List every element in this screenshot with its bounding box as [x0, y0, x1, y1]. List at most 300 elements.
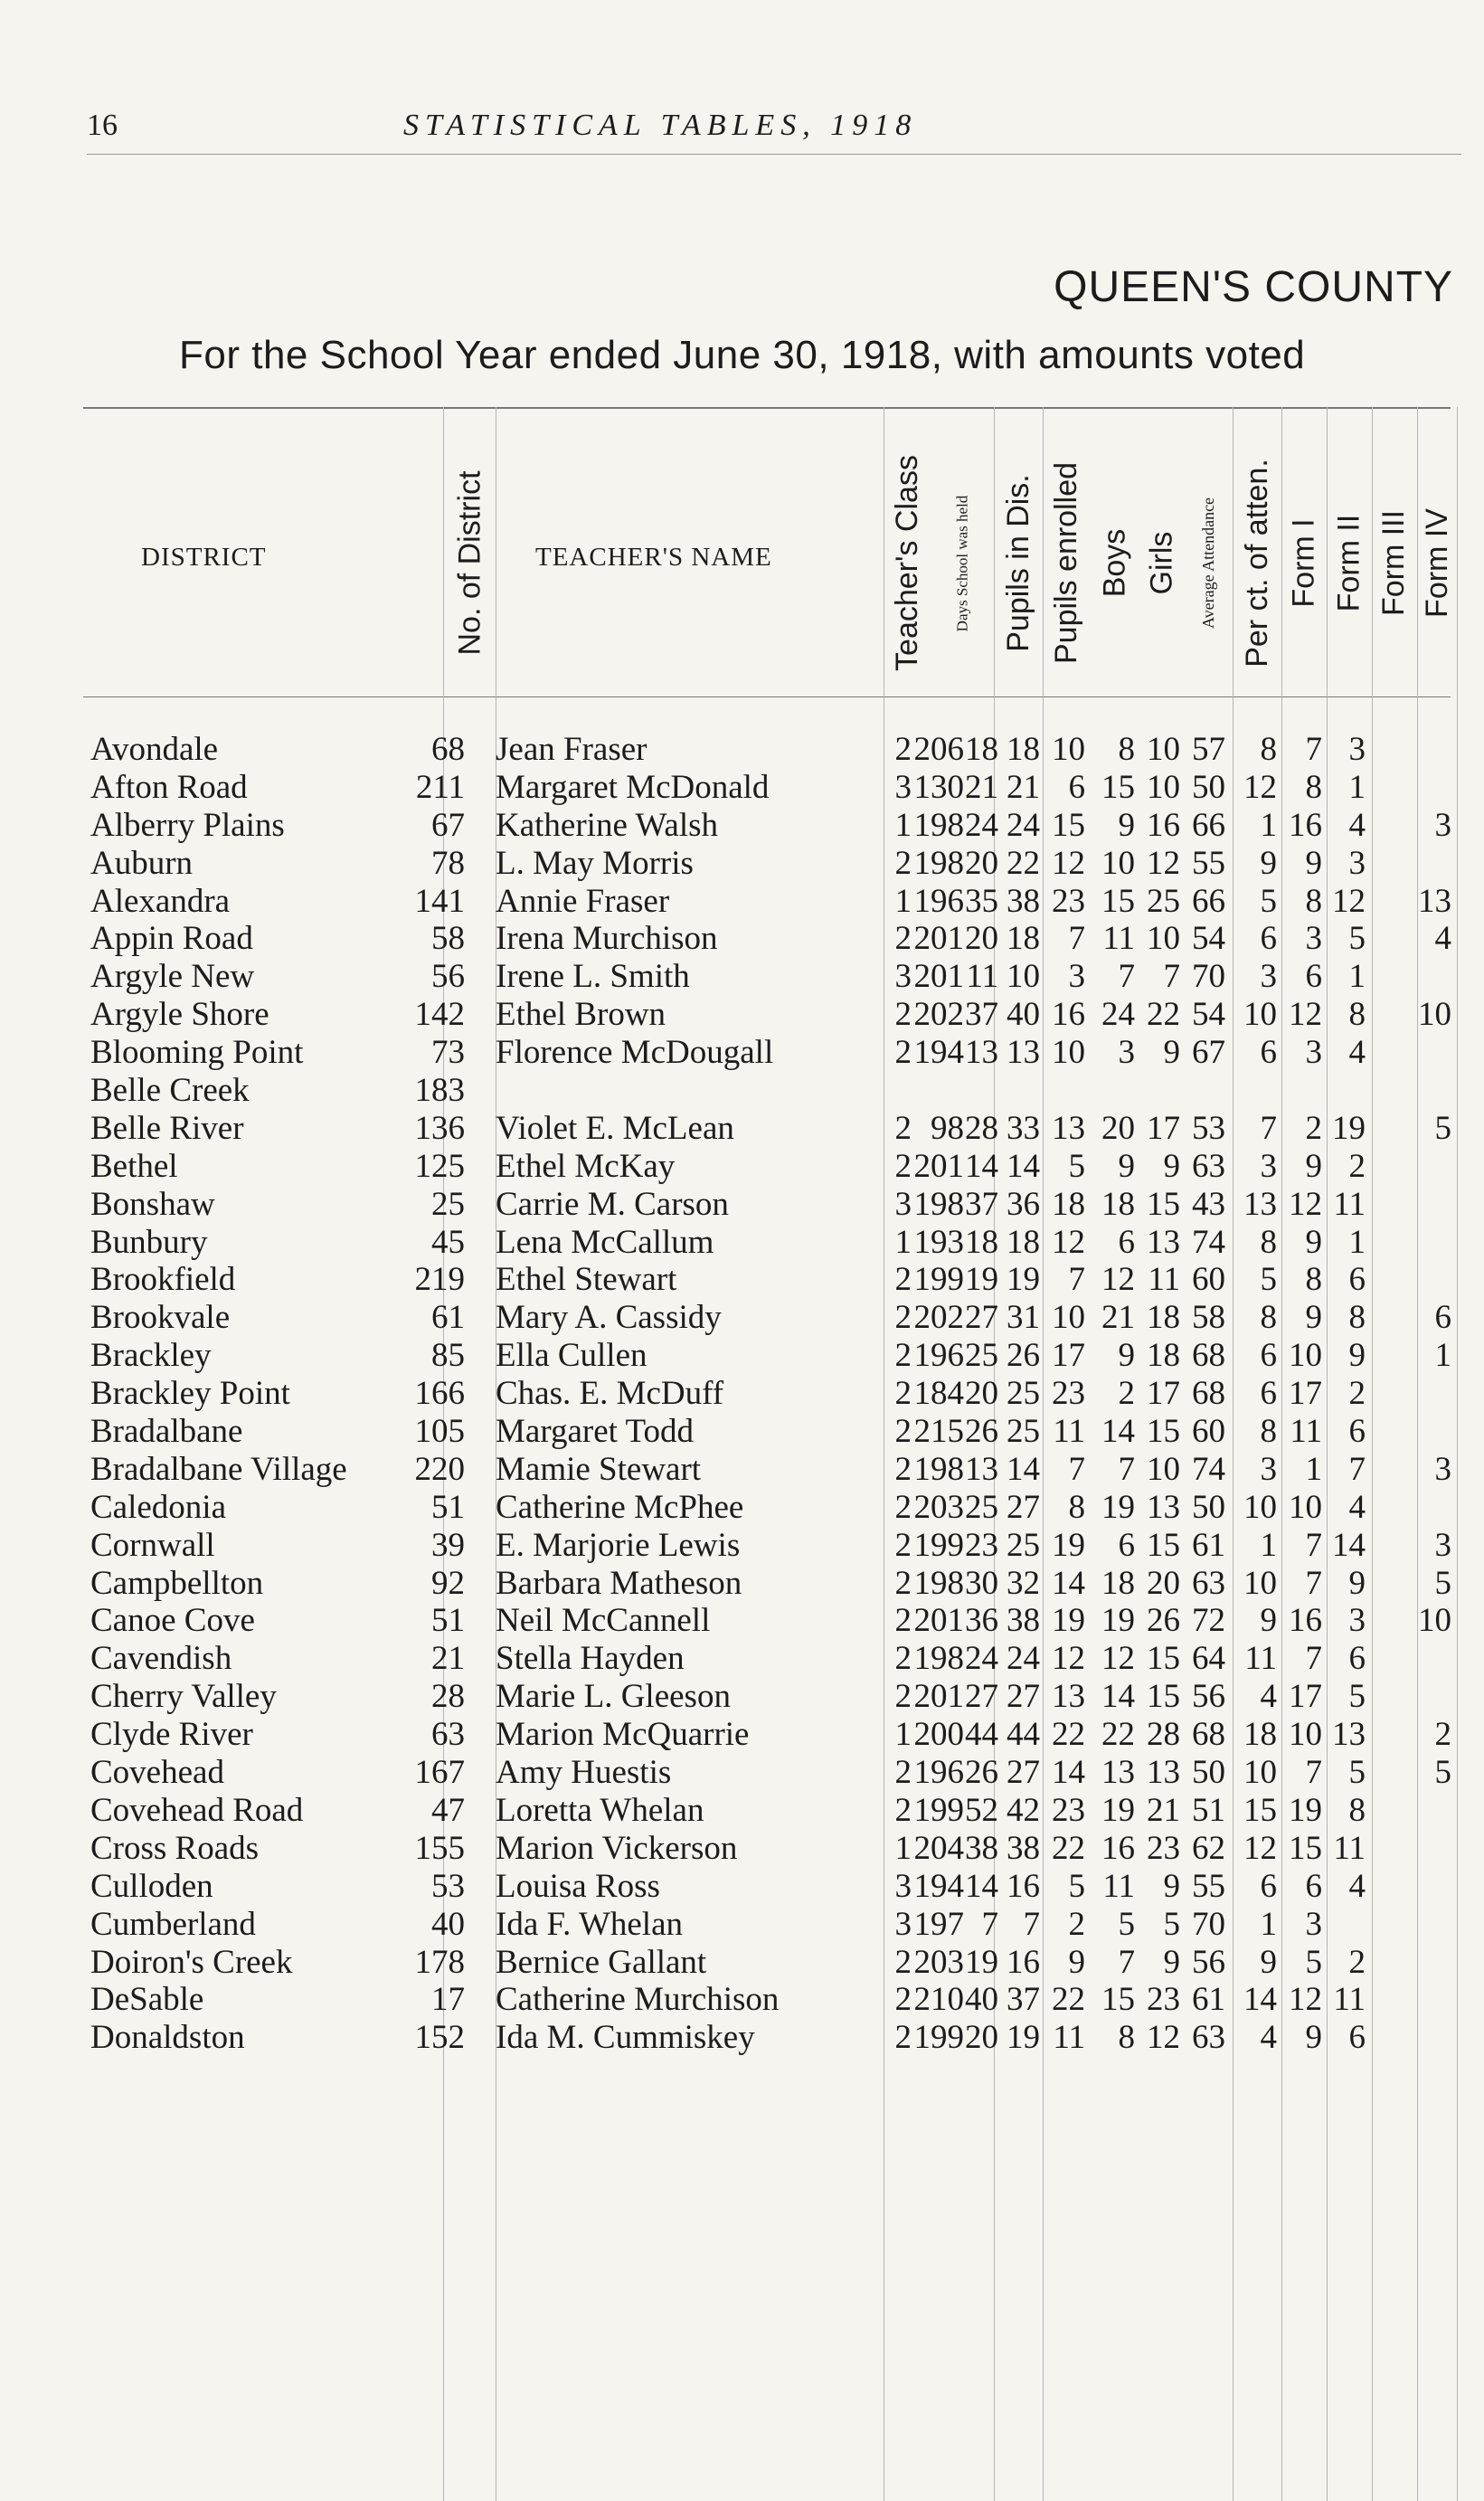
pct-cell: 66: [1192, 882, 1225, 920]
class-cell: 3: [894, 1905, 912, 1943]
f3-cell: 11: [1333, 1829, 1366, 1867]
pupils-cell: 23: [965, 1526, 998, 1564]
enrolled-cell: 33: [1007, 1109, 1040, 1147]
f3-cell: 1: [1348, 768, 1366, 806]
boys-cell: 22: [1052, 1829, 1085, 1867]
f4-cell: 6: [1434, 1299, 1451, 1337]
class-cell: 3: [894, 958, 912, 996]
days-cell: 201: [913, 958, 964, 996]
class-cell: 2: [894, 1678, 912, 1716]
f1-cell: 9: [1260, 1602, 1277, 1640]
class-cell: 2: [894, 1564, 912, 1602]
pct-cell: 60: [1192, 1261, 1225, 1299]
f2-cell: 6: [1305, 1867, 1322, 1905]
pupils-cell: 28: [965, 1109, 998, 1147]
class-cell: 2: [894, 844, 912, 882]
f1-cell: 3: [1260, 1147, 1277, 1185]
f3-cell: 5: [1348, 1678, 1366, 1716]
f4-cell: 2: [1434, 1716, 1451, 1754]
class-cell: 2: [894, 731, 912, 768]
days-cell: 201: [913, 1602, 964, 1640]
enrolled-cell: 26: [1007, 1337, 1040, 1375]
boys-cell: 18: [1052, 1185, 1085, 1223]
pupils-cell: 18: [965, 731, 998, 768]
f1-cell: 8: [1260, 731, 1277, 768]
header-girls: Girls: [1144, 531, 1179, 595]
avg-cell: 10: [1147, 1450, 1180, 1488]
f2-cell: 7: [1305, 1564, 1322, 1602]
enrolled-cell: 44: [1007, 1716, 1040, 1754]
class-cell: 2: [894, 920, 912, 958]
enrolled-cell: 32: [1007, 1564, 1040, 1602]
girls-cell: 13: [1101, 1754, 1135, 1792]
class-cell: 2: [894, 1261, 912, 1299]
district-cell: Bunbury: [90, 1223, 208, 1261]
pct-cell: 54: [1192, 996, 1225, 1034]
girls-cell: 2: [1118, 1375, 1135, 1413]
f3-cell: 8: [1348, 1791, 1366, 1829]
pupils-cell: 52: [965, 1791, 998, 1829]
class-cell: 2: [894, 1981, 912, 2019]
f1-cell: 12: [1243, 768, 1277, 806]
f3-cell: 12: [1332, 882, 1366, 920]
f3-cell: 8: [1348, 1299, 1366, 1337]
f3-cell: 4: [1348, 1034, 1366, 1072]
pct-cell: 60: [1192, 1413, 1225, 1451]
f3-cell: 2: [1348, 1147, 1366, 1185]
pupils-cell: 19: [965, 1943, 998, 1981]
days-cell: 184: [913, 1375, 964, 1413]
pct-cell: 50: [1192, 1754, 1225, 1792]
pct-cell: 64: [1192, 1640, 1225, 1678]
district-number-cell: 68: [431, 731, 465, 768]
table-row: [0, 1640, 1484, 1678]
f4-cell: 10: [1418, 996, 1451, 1034]
f3-cell: 11: [1333, 1981, 1366, 2019]
f1-cell: 4: [1260, 2019, 1277, 2057]
f3-cell: 1: [1348, 958, 1366, 996]
class-cell: 2: [894, 1791, 912, 1829]
f2-cell: 3: [1305, 1905, 1322, 1943]
teacher-name-cell: Stella Hayden: [496, 1640, 685, 1678]
pct-cell: 56: [1192, 1943, 1225, 1981]
f4-cell: 5: [1434, 1754, 1451, 1792]
teacher-name-cell: Margaret McDonald: [496, 768, 770, 806]
days-cell: 199: [913, 1261, 964, 1299]
district-cell: Alberry Plains: [90, 806, 285, 844]
avg-cell: 15: [1147, 1526, 1180, 1564]
enrolled-cell: 38: [1007, 1829, 1040, 1867]
pct-cell: 67: [1192, 1034, 1225, 1072]
boys-cell: 14: [1052, 1754, 1085, 1792]
district-number-cell: 45: [431, 1223, 465, 1261]
table-row: [0, 1451, 1484, 1489]
teacher-name-cell: Mamie Stewart: [496, 1450, 702, 1488]
district-number-cell: 155: [414, 1829, 465, 1867]
days-cell: 98: [931, 1109, 964, 1147]
f1-cell: 8: [1260, 1223, 1277, 1261]
f3-cell: 2: [1348, 1943, 1366, 1981]
district-cell: DeSable: [90, 1981, 204, 2019]
boys-cell: 13: [1052, 1678, 1085, 1716]
pupils-cell: 44: [965, 1716, 998, 1754]
f1-cell: 8: [1260, 1299, 1277, 1337]
pupils-cell: 11: [966, 958, 998, 996]
table-row: [0, 1224, 1484, 1262]
f3-cell: 3: [1348, 844, 1366, 882]
days-cell: 206: [913, 731, 964, 768]
days-cell: 197: [913, 1905, 964, 1943]
f3-cell: 13: [1332, 1716, 1366, 1754]
table-row: [0, 1565, 1484, 1603]
district-cell: Covehead: [90, 1754, 224, 1792]
f2-cell: 10: [1289, 1716, 1322, 1754]
teacher-name-cell: Ethel McKay: [496, 1147, 676, 1185]
district-cell: Bethel: [90, 1147, 178, 1185]
teacher-name-cell: Marion Vickerson: [496, 1829, 738, 1867]
header-teachers-class: Teacher's Class: [889, 455, 924, 671]
boys-cell: 13: [1052, 1109, 1085, 1147]
table-row: [0, 958, 1484, 996]
f1-cell: 6: [1260, 1867, 1277, 1905]
pupils-cell: 14: [965, 1147, 998, 1185]
district-number-cell: 51: [431, 1602, 465, 1640]
table-row: [0, 1413, 1484, 1451]
avg-cell: 9: [1163, 1034, 1180, 1072]
district-cell: Bradalbane Village: [90, 1450, 347, 1488]
f2-cell: 17: [1289, 1678, 1322, 1716]
f1-cell: 7: [1260, 1109, 1277, 1147]
days-cell: 210: [913, 1981, 964, 2019]
table-row: [0, 731, 1484, 769]
f3-cell: 11: [1333, 1185, 1366, 1223]
pct-cell: 63: [1192, 1564, 1225, 1602]
teacher-name-cell: E. Marjorie Lewis: [496, 1526, 741, 1564]
pct-cell: 61: [1192, 1526, 1225, 1564]
girls-cell: 15: [1101, 1981, 1135, 2019]
teacher-name-cell: Lena McCallum: [496, 1223, 714, 1261]
enrolled-cell: 25: [1007, 1526, 1040, 1564]
district-number-cell: 125: [414, 1147, 465, 1185]
page-number: 16: [87, 109, 118, 142]
district-number-cell: 47: [431, 1791, 465, 1829]
pct-cell: 63: [1192, 2019, 1225, 2057]
table-row: [0, 883, 1484, 921]
avg-cell: 15: [1147, 1678, 1180, 1716]
f3-cell: 5: [1348, 920, 1366, 958]
enrolled-cell: 7: [1023, 1905, 1040, 1943]
f2-cell: 7: [1305, 731, 1322, 768]
table-row: [0, 1868, 1484, 1906]
boys-cell: 23: [1052, 1791, 1085, 1829]
district-number-cell: 73: [431, 1034, 465, 1072]
table-row: [0, 1716, 1484, 1754]
boys-cell: 5: [1068, 1867, 1085, 1905]
table-row: [0, 996, 1484, 1034]
days-cell: 198: [913, 1564, 964, 1602]
girls-cell: 9: [1118, 806, 1135, 844]
avg-cell: 15: [1147, 1413, 1180, 1451]
f3-cell: 3: [1348, 731, 1366, 768]
f2-cell: 19: [1289, 1791, 1322, 1829]
district-cell: Avondale: [90, 731, 219, 768]
days-cell: 198: [913, 1640, 964, 1678]
boys-cell: 11: [1053, 2019, 1085, 2057]
enrolled-cell: 38: [1007, 882, 1040, 920]
days-cell: 130: [913, 768, 964, 806]
pupils-cell: 24: [965, 1640, 998, 1678]
district-cell: Campbellton: [90, 1564, 264, 1602]
girls-cell: 15: [1101, 768, 1135, 806]
pct-cell: 51: [1192, 1791, 1225, 1829]
class-cell: 3: [894, 1867, 912, 1905]
pupils-cell: 20: [965, 920, 998, 958]
f3-cell: 14: [1332, 1526, 1366, 1564]
f1-cell: 3: [1260, 1450, 1277, 1488]
pupils-cell: 13: [965, 1034, 998, 1072]
boys-cell: 5: [1068, 1147, 1085, 1185]
teacher-name-cell: Catherine McPhee: [496, 1488, 744, 1526]
boys-cell: 14: [1052, 1564, 1085, 1602]
avg-cell: 25: [1147, 882, 1180, 920]
enrolled-cell: 25: [1007, 1413, 1040, 1451]
district-cell: Canoe Cove: [90, 1602, 255, 1640]
avg-cell: 28: [1147, 1716, 1180, 1754]
f1-cell: 1: [1260, 806, 1277, 844]
header-boys: Boys: [1097, 528, 1132, 598]
district-number-cell: 39: [431, 1526, 465, 1564]
class-cell: 2: [894, 1640, 912, 1678]
teacher-name-cell: Amy Huestis: [496, 1754, 672, 1792]
f3-cell: 9: [1348, 1337, 1366, 1375]
teacher-name-cell: Ethel Stewart: [496, 1261, 677, 1299]
boys-cell: 10: [1052, 1299, 1085, 1337]
table-row: [0, 1906, 1484, 1944]
f3-cell: 6: [1348, 2019, 1366, 2057]
days-cell: 198: [913, 806, 964, 844]
teacher-name-cell: Margaret Todd: [496, 1413, 695, 1451]
pct-cell: 50: [1192, 1488, 1225, 1526]
class-cell: 2: [894, 1337, 912, 1375]
class-cell: 3: [894, 1185, 912, 1223]
district-cell: Brookvale: [90, 1299, 231, 1337]
class-cell: 2: [894, 1602, 912, 1640]
girls-cell: 20: [1101, 1109, 1135, 1147]
enrolled-cell: 40: [1007, 996, 1040, 1034]
pupils-cell: 36: [965, 1602, 998, 1640]
enrolled-cell: 14: [1007, 1450, 1040, 1488]
district-cell: Belle River: [90, 1109, 244, 1147]
f4-cell: 3: [1434, 806, 1451, 844]
f2-cell: 5: [1305, 1943, 1322, 1981]
district-number-cell: 136: [414, 1109, 465, 1147]
avg-cell: 9: [1163, 1867, 1180, 1905]
avg-cell: 13: [1147, 1488, 1180, 1526]
enrolled-cell: 13: [1007, 1034, 1040, 1072]
girls-cell: 21: [1101, 1299, 1135, 1337]
days-cell: 194: [913, 1034, 964, 1072]
days-cell: 198: [913, 844, 964, 882]
district-cell: Auburn: [90, 844, 194, 882]
district-number-cell: 53: [431, 1867, 465, 1905]
pupils-cell: 25: [965, 1488, 998, 1526]
avg-cell: 21: [1147, 1791, 1180, 1829]
pct-cell: 68: [1192, 1716, 1225, 1754]
table-row: [0, 1110, 1484, 1148]
boys-cell: 12: [1052, 1640, 1085, 1678]
table-row: [0, 920, 1484, 958]
header-per-ct-atten: Per ct. of atten.: [1239, 459, 1274, 668]
f4-cell: 3: [1434, 1526, 1451, 1564]
enrolled-cell: 31: [1007, 1299, 1040, 1337]
pct-cell: 70: [1192, 1905, 1225, 1943]
girls-cell: 8: [1118, 2019, 1135, 2057]
days-cell: 203: [913, 1488, 964, 1526]
header-average-attendance: Average Attendance: [1199, 497, 1218, 630]
f1-cell: 11: [1244, 1640, 1277, 1678]
f1-cell: 1: [1260, 1905, 1277, 1943]
class-cell: 2: [894, 1943, 912, 1981]
days-cell: 215: [913, 1413, 964, 1451]
avg-cell: 9: [1163, 1943, 1180, 1981]
pupils-cell: 35: [965, 882, 998, 920]
district-number-cell: 105: [414, 1413, 465, 1451]
table-row: [0, 1375, 1484, 1413]
district-cell: Argyle New: [90, 958, 255, 996]
f3-cell: 19: [1332, 1109, 1366, 1147]
teacher-name-cell: Marion McQuarrie: [496, 1716, 750, 1754]
teacher-name-cell: Loretta Whelan: [496, 1791, 704, 1829]
f2-cell: 8: [1305, 768, 1322, 806]
enrolled-cell: 36: [1007, 1185, 1040, 1223]
class-cell: 1: [894, 1716, 912, 1754]
pupils-cell: 26: [965, 1413, 998, 1451]
header-form-1: Form I: [1286, 518, 1321, 608]
county-title: QUEEN'S COUNTY: [1054, 263, 1453, 311]
pct-cell: 54: [1192, 920, 1225, 958]
pct-cell: 68: [1192, 1375, 1225, 1413]
avg-cell: 23: [1147, 1829, 1180, 1867]
f1-cell: 5: [1260, 1261, 1277, 1299]
teacher-name-cell: Ethel Brown: [496, 996, 666, 1034]
district-cell: Belle Creek: [90, 1072, 250, 1110]
avg-cell: 11: [1148, 1261, 1180, 1299]
boys-cell: 19: [1052, 1526, 1085, 1564]
table-row: [0, 1034, 1484, 1072]
class-cell: 2: [894, 1299, 912, 1337]
table-row: [0, 2019, 1484, 2057]
f1-cell: 8: [1260, 1413, 1277, 1451]
avg-cell: 23: [1147, 1981, 1180, 2019]
district-cell: Appin Road: [90, 920, 253, 958]
f2-cell: 7: [1305, 1754, 1322, 1792]
teacher-name-cell: Barbara Matheson: [496, 1564, 742, 1602]
f2-cell: 12: [1289, 1981, 1322, 2019]
table-row: [0, 1792, 1484, 1830]
pupils-cell: 7: [981, 1905, 998, 1943]
pct-cell: 66: [1192, 806, 1225, 844]
avg-cell: 15: [1147, 1640, 1180, 1678]
enrolled-cell: 19: [1007, 2019, 1040, 2057]
table-row: [0, 1944, 1484, 1982]
pupils-cell: 25: [965, 1337, 998, 1375]
district-number-cell: 25: [431, 1185, 465, 1223]
table-row: [0, 1754, 1484, 1792]
header-form-4: Form IV: [1419, 508, 1454, 618]
teacher-name-cell: Ida F. Whelan: [496, 1905, 683, 1943]
teacher-name-cell: Jean Fraser: [496, 731, 647, 768]
days-cell: 193: [913, 1223, 964, 1261]
girls-cell: 9: [1118, 1337, 1135, 1375]
pct-cell: 53: [1192, 1109, 1225, 1147]
f2-cell: 9: [1305, 844, 1322, 882]
teacher-name-cell: Katherine Walsh: [496, 806, 719, 844]
district-cell: Alexandra: [90, 882, 231, 920]
f1-cell: 10: [1243, 1754, 1277, 1792]
teacher-name-cell: Ella Cullen: [496, 1337, 647, 1375]
girls-cell: 19: [1101, 1791, 1135, 1829]
f4-cell: 1: [1434, 1337, 1451, 1375]
enrolled-cell: 18: [1007, 920, 1040, 958]
district-cell: Bradalbane: [90, 1413, 243, 1451]
teacher-name-cell: Mary A. Cassidy: [496, 1299, 722, 1337]
boys-cell: 23: [1052, 882, 1085, 920]
f3-cell: 7: [1348, 1450, 1366, 1488]
pupils-cell: 37: [965, 1185, 998, 1223]
pct-cell: 61: [1192, 1981, 1225, 2019]
class-cell: 2: [894, 1034, 912, 1072]
f1-cell: 14: [1243, 1981, 1277, 2019]
f2-cell: 2: [1305, 1109, 1322, 1147]
district-number-cell: 51: [431, 1488, 465, 1526]
class-cell: 2: [894, 1413, 912, 1451]
table-row: [0, 1072, 1484, 1110]
district-number-cell: 142: [414, 996, 465, 1034]
district-cell: Caledonia: [90, 1488, 227, 1526]
avg-cell: 17: [1147, 1109, 1180, 1147]
girls-cell: 9: [1118, 1147, 1135, 1185]
district-cell: Cavendish: [90, 1640, 232, 1678]
enrolled-cell: 14: [1007, 1147, 1040, 1185]
district-number-cell: 92: [431, 1564, 465, 1602]
pct-cell: 50: [1192, 768, 1225, 806]
avg-cell: 16: [1147, 806, 1180, 844]
table-row: [0, 1261, 1484, 1299]
f1-cell: 3: [1260, 958, 1277, 996]
pct-cell: 74: [1192, 1450, 1225, 1488]
girls-cell: 7: [1118, 1943, 1135, 1981]
girls-cell: 7: [1118, 1450, 1135, 1488]
pupils-cell: 24: [965, 806, 998, 844]
f2-cell: 10: [1289, 1337, 1322, 1375]
district-number-cell: 56: [431, 958, 465, 996]
district-number-cell: 141: [414, 882, 465, 920]
days-cell: 201: [913, 920, 964, 958]
boys-cell: 12: [1052, 844, 1085, 882]
pupils-cell: 26: [965, 1754, 998, 1792]
table-row: [0, 1678, 1484, 1716]
f4-cell: 3: [1434, 1450, 1451, 1488]
girls-cell: 10: [1101, 844, 1135, 882]
pupils-cell: 40: [965, 1981, 998, 2019]
district-number-cell: 220: [414, 1450, 465, 1488]
f3-cell: 4: [1348, 806, 1366, 844]
pct-cell: 55: [1192, 1867, 1225, 1905]
f3-cell: 4: [1348, 1488, 1366, 1526]
teacher-name-cell: Ida M. Cummiskey: [496, 2019, 755, 2057]
f2-cell: 9: [1305, 1299, 1322, 1337]
enrolled-cell: 27: [1007, 1488, 1040, 1526]
